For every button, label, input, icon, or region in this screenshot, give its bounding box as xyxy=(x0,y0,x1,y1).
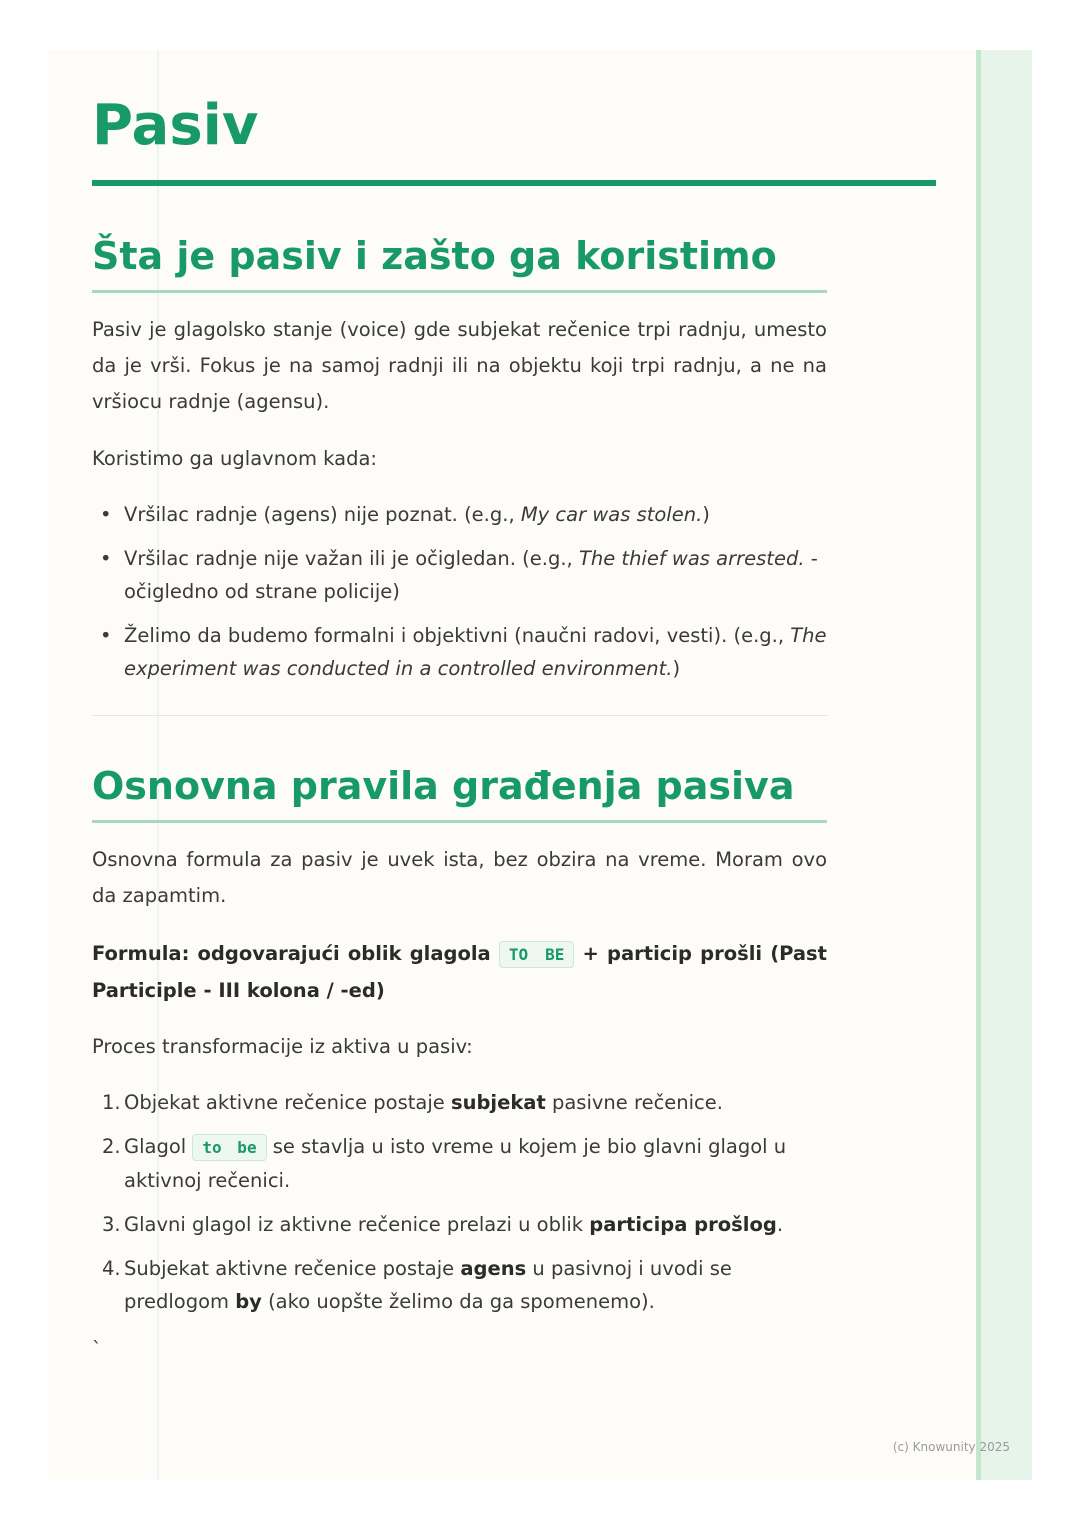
section-heading-2: Osnovna pravila građenja pasiva xyxy=(92,764,795,808)
to-be-code: TO BE xyxy=(499,941,575,968)
uses-lead: Koristimo ga uglavnom kada: xyxy=(92,447,377,470)
steps-list xyxy=(92,1086,827,1329)
section-heading-1: Šta je pasiv i zašto ga koristimo xyxy=(92,234,777,278)
title-rule xyxy=(92,180,936,186)
uses-list xyxy=(92,498,827,696)
right-margin-line xyxy=(976,50,981,1480)
copyright-footer: (c) Knowunity 2025 xyxy=(892,1440,1010,1454)
formula-line: Formula: odgovarajući oblik glagola TO BE + particip prošli (Past Participle - III kolona / -ed) xyxy=(92,942,827,1002)
formula-intro: Osnovna formula za pasiv je uvek ista, bez obzira na vreme. Moram ovo da zapamtim. xyxy=(92,848,827,907)
to-be-inline-code: to be xyxy=(192,1134,266,1161)
list-item: 3. Glavni glagol iz aktivne rečenice prelazi u oblik participa prošlog. xyxy=(102,1213,784,1236)
list-item: • Želimo da budemo formalni i objektivni (naučni radovi, vesti). (e.g., The experiment was conducted in a controlled environment.) xyxy=(100,624,827,680)
list-item: 1. Objekat aktivne rečenice postaje subjekat pasivne rečenice. xyxy=(102,1091,723,1114)
section-divider xyxy=(92,715,827,716)
section-rule-2 xyxy=(92,820,827,823)
process-lead: Proces transformacije iz aktiva u pasiv: xyxy=(92,1035,473,1058)
right-margin-band xyxy=(976,50,1032,1480)
list-item: • Vršilac radnje nije važan ili je očigledan. (e.g., The thief was arrested. - očigledno od strane policije) xyxy=(100,547,818,603)
stray-backtick: ` xyxy=(92,1338,102,1360)
section-rule-1 xyxy=(92,290,827,293)
intro-paragraph: Pasiv je glagolsko stanje (voice) gde subjekat rečenice trpi radnju, umesto da je vrši. Fokus je na samoj radnji ili na objektu koji trpi radnju, a ne na vršiocu radnje (agensu). xyxy=(92,318,827,413)
page-title: Pasiv xyxy=(92,93,259,158)
list-item: 4. Subjekat aktivne rečenice postaje agens u pasivnoj i uvodi se predlogom by (ako uopšte želimo da ga spomenemo). xyxy=(102,1257,732,1313)
list-item: • Vršilac radnje (agens) nije poznat. (e.g., My car was stolen.) xyxy=(100,503,710,526)
list-item: 2. Glagol to be se stavlja u isto vreme u kojem je bio glavni glagol u aktivnoj rečenici. xyxy=(102,1135,787,1192)
